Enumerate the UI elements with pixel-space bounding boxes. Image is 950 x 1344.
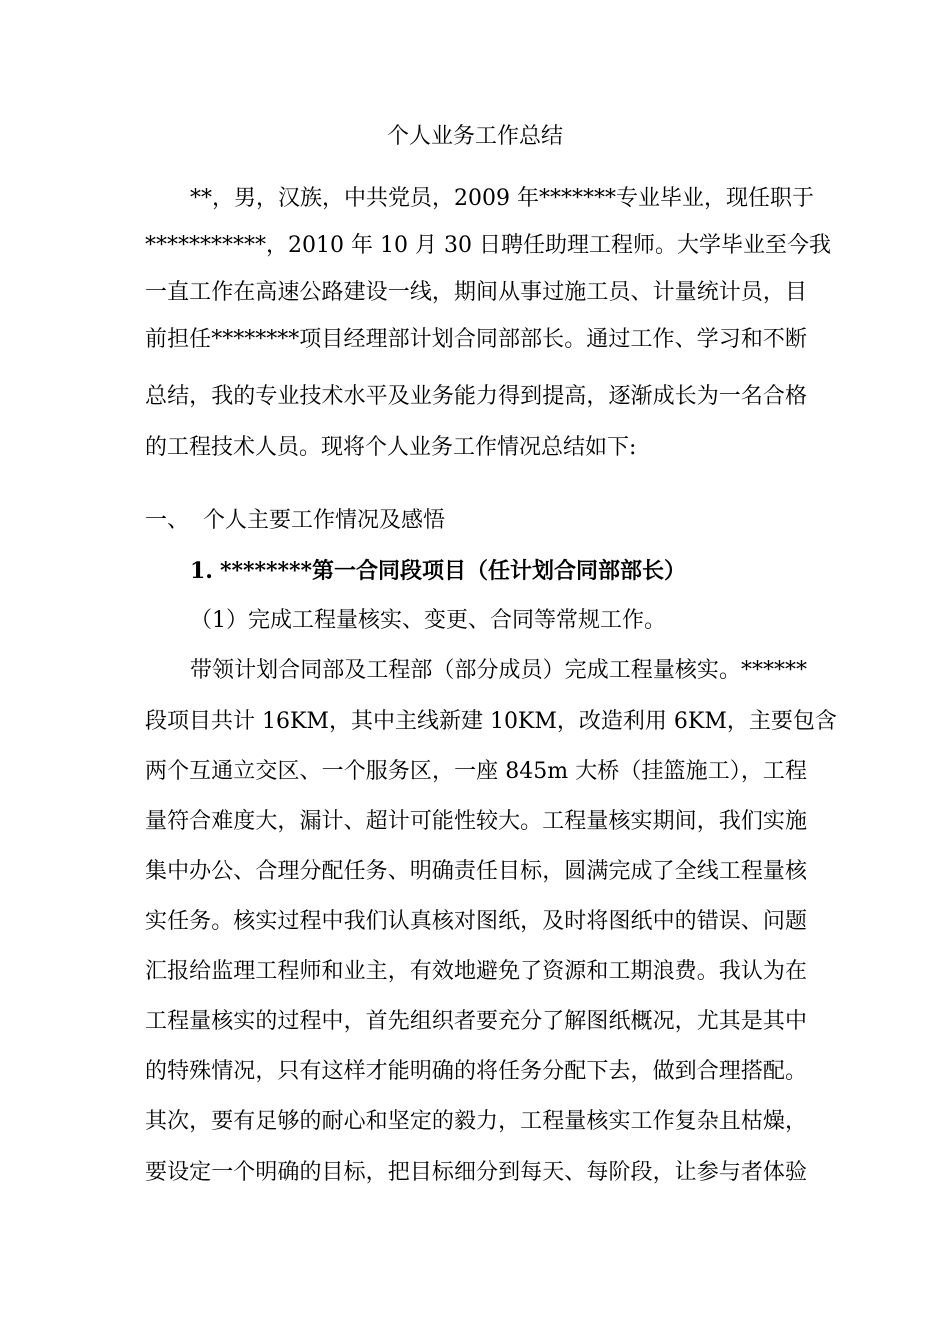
body-line-9: 的特殊情况，只有这样才能明确的将任务分配下去，做到合理搭配。 — [145, 1059, 807, 1084]
body-line-2: 段项目共计 16KM，其中主线新建 10KM，改造利用 6KM，主要包含 — [145, 709, 837, 734]
body-line-10: 其次，要有足够的耐心和坚定的毅力，工程量核实工作复杂且枯燥， — [145, 1109, 807, 1134]
body-line-7: 汇报给监理工程师和业主，有效地避免了资源和工期浪费。我认为在 — [145, 959, 807, 984]
intro-line-5: 总结，我的专业技术水平及业务能力得到提高，逐渐成长为一名合格 — [145, 384, 807, 409]
section-heading — [145, 504, 445, 538]
body-line-11: 要设定一个明确的目标，把目标细分到每天、每阶段，让参与者体验 — [145, 1160, 807, 1185]
body-line-5: 集中办公、合理分配任务、明确责任目标，圆满完成了全线工程量核 — [145, 859, 807, 884]
body-line-3: 两个互通立交区、一个服务区，一座 845m 大桥（挂篮施工），工程 — [145, 759, 807, 784]
intro-line-4: 前担任********项目经理部计划合同部部长。通过工作、学习和不断 — [145, 327, 807, 352]
intro-line-3: 一直工作在高速公路建设一线，期间从事过施工员、计量统计员，目 — [145, 280, 807, 305]
section-number: 一、 — [145, 508, 190, 533]
subsection-title: ********第一合同段项目（任计划合同部部长） — [219, 558, 687, 584]
intro-line-1: **，男，汉族，中共党员，2009 年*******专业毕业，现任职于 — [190, 186, 814, 211]
section-title: 个人主要工作情况及感悟 — [203, 508, 446, 533]
body-line-8: 工程量核实的过程中，首先组织者要充分了解图纸概况，尤其是其中 — [145, 1009, 807, 1034]
subsection-number: 1. — [190, 558, 213, 584]
body-line-4: 量符合难度大，漏计、超计可能性较大。工程量核实期间，我们实施 — [145, 809, 807, 834]
item-1: （1）完成工程量核实、变更、合同等常规工作。 — [190, 608, 666, 633]
document-title: 个人业务工作总结 — [386, 124, 563, 149]
body-line-1: 带领计划合同部及工程部（部分成员）完成工程量核实。****** — [190, 658, 807, 683]
intro-line-2: ***********，2010 年 10 月 30 日聘任助理工程师。大学毕业至今我 — [145, 233, 831, 258]
subsection-heading — [190, 554, 686, 588]
body-line-6: 实任务。核实过程中我们认真核对图纸，及时将图纸中的错误、问题 — [145, 909, 807, 934]
intro-line-6: 的工程技术人员。现将个人业务工作情况总结如下: — [145, 435, 637, 460]
